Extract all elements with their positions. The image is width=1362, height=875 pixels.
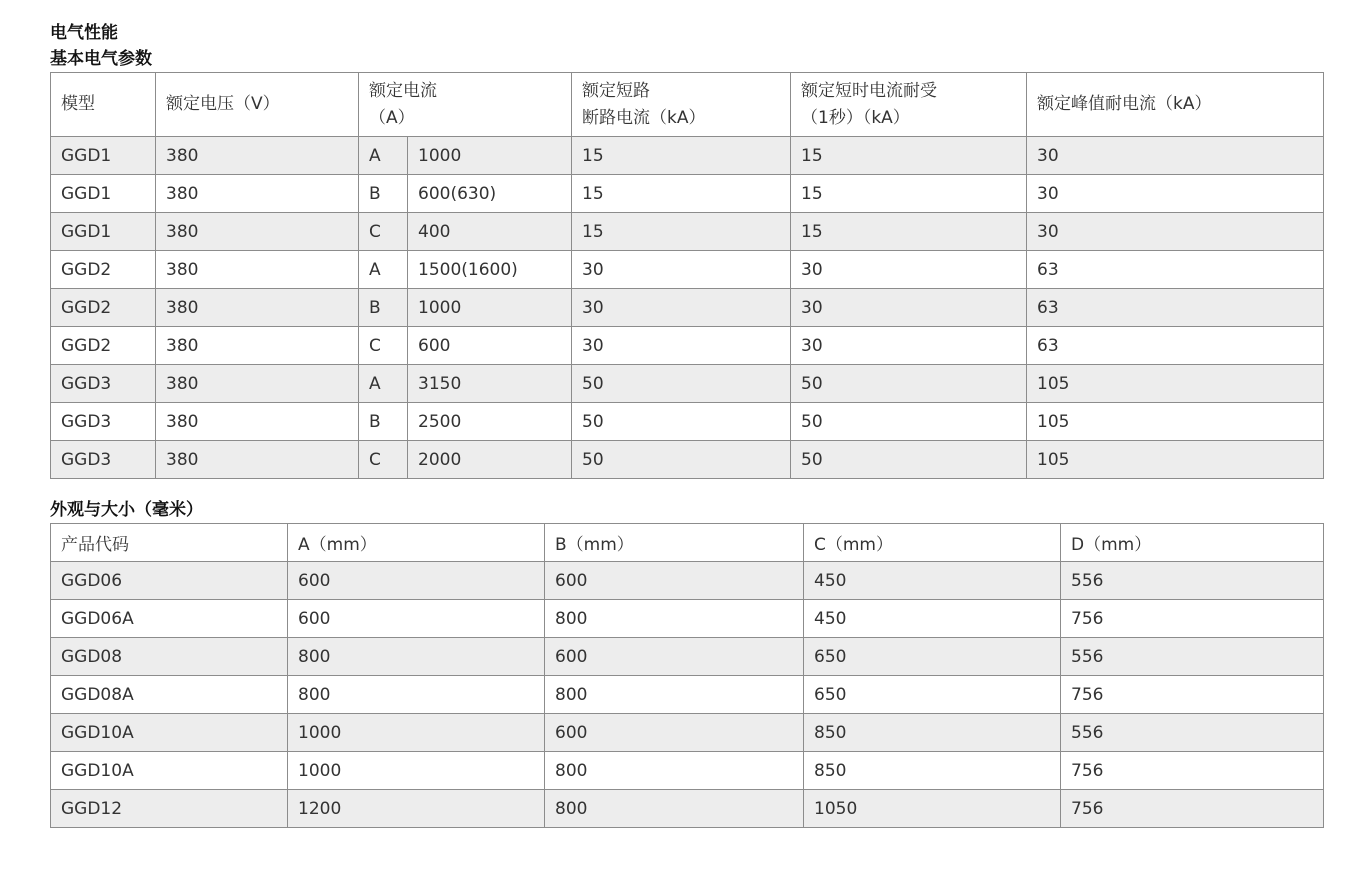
table-row (51, 403, 1324, 441)
header-voltage: 额定电压（V） (156, 73, 359, 137)
header-breaking (572, 73, 791, 137)
cell-peak: 105 (1027, 441, 1324, 479)
header-breaking-line2: 断路电流（kA） (582, 107, 706, 128)
cell-d: 556 (1061, 562, 1324, 600)
cell-short-time: 30 (791, 289, 1027, 327)
table-row (51, 289, 1324, 327)
cell-c: 450 (804, 562, 1061, 600)
cell-current: 600(630) (408, 175, 572, 213)
header-c: C（mm） (804, 524, 1061, 562)
cell-d: 556 (1061, 714, 1324, 752)
cell-model: GGD1 (51, 213, 156, 251)
cell-grade: A (359, 365, 408, 403)
cell-c: 450 (804, 600, 1061, 638)
cell-c: 650 (804, 638, 1061, 676)
cell-b: 600 (545, 638, 804, 676)
cell-peak: 105 (1027, 365, 1324, 403)
cell-grade: A (359, 137, 408, 175)
cell-code: GGD08 (51, 638, 288, 676)
dims-table-body (51, 524, 1324, 828)
header-current-line1: 额定电流 (369, 80, 437, 101)
cell-model: GGD3 (51, 403, 156, 441)
cell-model: GGD3 (51, 441, 156, 479)
cell-current: 1000 (408, 289, 572, 327)
cell-b: 600 (545, 562, 804, 600)
electrical-params-table (50, 72, 1324, 479)
cell-c: 850 (804, 714, 1061, 752)
cell-breaking: 15 (572, 213, 791, 251)
cell-b: 600 (545, 714, 804, 752)
header-d: D（mm） (1061, 524, 1324, 562)
cell-peak: 63 (1027, 327, 1324, 365)
cell-short-time: 30 (791, 251, 1027, 289)
cell-current: 3150 (408, 365, 572, 403)
table-row (51, 327, 1324, 365)
header-current (359, 73, 572, 137)
cell-peak: 105 (1027, 403, 1324, 441)
header-short-time-line2: （1秒）（kA） (801, 107, 910, 128)
header-current-line2: （A） (369, 107, 415, 128)
cell-short-time: 30 (791, 327, 1027, 365)
header-breaking-line1: 额定短路 (582, 80, 650, 101)
cell-current: 2500 (408, 403, 572, 441)
cell-current: 1500(1600) (408, 251, 572, 289)
cell-short-time: 50 (791, 403, 1027, 441)
cell-breaking: 15 (572, 175, 791, 213)
cell-current: 2000 (408, 441, 572, 479)
header-peak: 额定峰值耐电流（kA） (1027, 73, 1324, 137)
table-row (51, 714, 1324, 752)
cell-breaking: 15 (572, 137, 791, 175)
cell-model: GGD2 (51, 289, 156, 327)
cell-grade: C (359, 441, 408, 479)
cell-breaking: 50 (572, 403, 791, 441)
cell-a: 600 (288, 600, 545, 638)
header-b: B（mm） (545, 524, 804, 562)
params-table-body (51, 137, 1324, 479)
dims-table-title: 外观与大小（毫米） (50, 500, 203, 520)
table-row (51, 676, 1324, 714)
cell-a: 1200 (288, 790, 545, 828)
section-title: 电气性能 (50, 23, 118, 43)
cell-b: 800 (545, 790, 804, 828)
cell-model: GGD3 (51, 365, 156, 403)
cell-model: GGD2 (51, 327, 156, 365)
cell-short-time: 50 (791, 441, 1027, 479)
content (50, 20, 1323, 828)
cell-short-time: 15 (791, 175, 1027, 213)
cell-a: 600 (288, 562, 545, 600)
cell-grade: B (359, 289, 408, 327)
cell-code: GGD10A (51, 714, 288, 752)
cell-peak: 30 (1027, 213, 1324, 251)
cell-voltage: 380 (156, 441, 359, 479)
cell-d: 756 (1061, 600, 1324, 638)
cell-grade: C (359, 327, 408, 365)
table-row (51, 752, 1324, 790)
table-row (51, 213, 1324, 251)
table-row (51, 562, 1324, 600)
table-row (51, 365, 1324, 403)
cell-d: 756 (1061, 676, 1324, 714)
cell-voltage: 380 (156, 213, 359, 251)
cell-current: 600 (408, 327, 572, 365)
cell-short-time: 50 (791, 365, 1027, 403)
table-row (51, 175, 1324, 213)
dimensions-table (50, 523, 1324, 828)
cell-peak: 63 (1027, 289, 1324, 327)
cell-c: 650 (804, 676, 1061, 714)
cell-a: 1000 (288, 752, 545, 790)
cell-grade: B (359, 403, 408, 441)
cell-b: 800 (545, 676, 804, 714)
cell-c: 1050 (804, 790, 1061, 828)
cell-breaking: 30 (572, 289, 791, 327)
table-row (51, 441, 1324, 479)
cell-grade: A (359, 251, 408, 289)
cell-a: 800 (288, 676, 545, 714)
cell-b: 800 (545, 600, 804, 638)
cell-voltage: 380 (156, 137, 359, 175)
header-a: A（mm） (288, 524, 545, 562)
cell-a: 1000 (288, 714, 545, 752)
header-short-time (791, 73, 1027, 137)
cell-voltage: 380 (156, 175, 359, 213)
cell-d: 756 (1061, 752, 1324, 790)
header-code: 产品代码 (51, 524, 288, 562)
cell-code: GGD06A (51, 600, 288, 638)
params-table-title: 基本电气参数 (50, 49, 152, 69)
cell-short-time: 15 (791, 213, 1027, 251)
cell-grade: C (359, 213, 408, 251)
cell-voltage: 380 (156, 327, 359, 365)
cell-current: 1000 (408, 137, 572, 175)
cell-breaking: 50 (572, 365, 791, 403)
table-row (51, 600, 1324, 638)
cell-b: 800 (545, 752, 804, 790)
table-row (51, 251, 1324, 289)
params-header-row (51, 73, 1324, 137)
cell-current: 400 (408, 213, 572, 251)
cell-voltage: 380 (156, 289, 359, 327)
cell-breaking: 50 (572, 441, 791, 479)
cell-peak: 63 (1027, 251, 1324, 289)
cell-code: GGD12 (51, 790, 288, 828)
cell-model: GGD2 (51, 251, 156, 289)
cell-c: 850 (804, 752, 1061, 790)
cell-d: 756 (1061, 790, 1324, 828)
cell-a: 800 (288, 638, 545, 676)
cell-grade: B (359, 175, 408, 213)
cell-d: 556 (1061, 638, 1324, 676)
cell-breaking: 30 (572, 251, 791, 289)
table-row (51, 638, 1324, 676)
cell-breaking: 30 (572, 327, 791, 365)
cell-voltage: 380 (156, 403, 359, 441)
cell-short-time: 15 (791, 137, 1027, 175)
cell-voltage: 380 (156, 365, 359, 403)
cell-code: GGD10A (51, 752, 288, 790)
cell-model: GGD1 (51, 175, 156, 213)
table-row (51, 790, 1324, 828)
dims-header-row (51, 524, 1324, 562)
cell-voltage: 380 (156, 251, 359, 289)
cell-peak: 30 (1027, 175, 1324, 213)
cell-code: GGD08A (51, 676, 288, 714)
cell-code: GGD06 (51, 562, 288, 600)
cell-model: GGD1 (51, 137, 156, 175)
table-row (51, 137, 1324, 175)
cell-peak: 30 (1027, 137, 1324, 175)
header-model: 模型 (51, 73, 156, 137)
header-short-time-line1: 额定短时电流耐受 (801, 80, 937, 101)
